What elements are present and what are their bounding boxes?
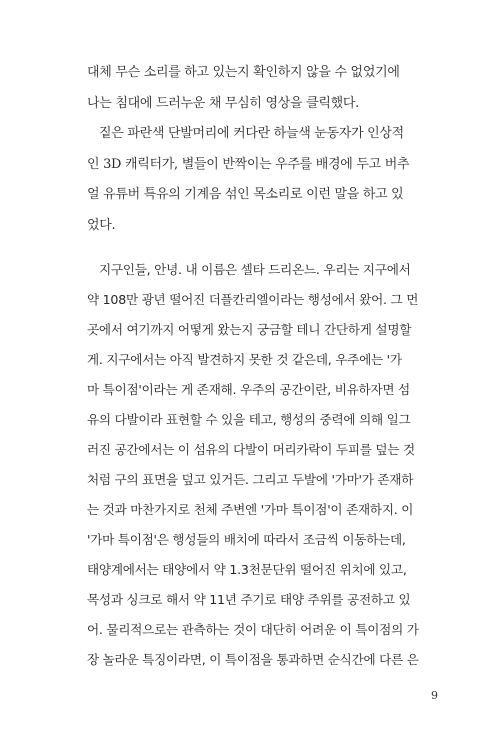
text-line: 인 3D 캐릭터가, 별들이 반짝이는 우주를 배경에 두고 버추 <box>87 156 410 172</box>
text-line: 얼 유튜버 특유의 기계음 섞인 목소리로 이런 말을 하고 있 <box>87 187 404 202</box>
character-speech <box>87 255 459 675</box>
text-line: 었다. <box>87 217 116 233</box>
speech-line: 장 놀라운 특징이라면, 이 특이점을 통과하면 순식간에 다른 은 <box>87 652 419 667</box>
text-line: 나는 침대에 드러누운 채 무심히 영상을 클릭했다. <box>87 95 359 111</box>
speech-line: 게. 지구에서는 아직 발견하지 못한 것 같은데, 우주에는 '가 <box>87 352 402 367</box>
speech-line: 러진 공간에서는 이 섬유의 다발이 머리카락이 두피를 덮는 것 <box>87 442 415 457</box>
speech-line: 곳에서 여기까지 어떻게 왔는지 궁금할 테니 간단하게 설명할 <box>87 322 412 337</box>
speech-line: 마 특이점'이라는 게 존재해. 우주의 공간이란, 비유하자면 섬 <box>87 382 410 397</box>
narrative-paragraph-2 <box>87 119 459 241</box>
speech-line: 목성과 싱크로 해서 약 11년 주기로 태양 주위를 공전하고 있 <box>87 592 411 607</box>
narrative-paragraph-1 <box>87 58 459 119</box>
speech-line: 약 108만 광년 떨어진 더플칸리엘이라는 행성에서 왔어. 그 먼 <box>87 292 419 307</box>
speech-line: 지구인들, 안녕. 내 이름은 셀타 드리온느. 우리는 지구에서 <box>99 262 411 277</box>
text-line: 짙은 파란색 단발머리에 커다란 하늘색 눈동자가 인상적 <box>99 126 404 141</box>
speech-line: 처럼 구의 표면을 덮고 있거든. 그리고 두발에 '가마'가 존재하 <box>87 472 414 487</box>
speech-line: '가마 특이점'은 행성들의 배치에 따라서 조금씩 이동하는데, <box>87 532 406 547</box>
speech-line: 유의 다발이라 표현할 수 있을 테고, 행성의 중력에 의해 일그 <box>87 412 411 427</box>
speech-line: 태양계에서는 태양에서 약 1.3천문단위 떨어진 위치에 있고, <box>87 562 407 577</box>
text-line: 대체 무슨 소리를 하고 있는지 확인하지 않을 수 없었기에 <box>87 65 400 80</box>
speech-line: 어. 물리적으로는 관측하는 것이 대단히 어려운 이 특이점의 가 <box>87 622 419 637</box>
speech-line: 는 것과 마찬가지로 천체 주변엔 '가마 특이점'이 존재하지. 이 <box>87 502 414 517</box>
page-number: 9 <box>431 689 438 702</box>
